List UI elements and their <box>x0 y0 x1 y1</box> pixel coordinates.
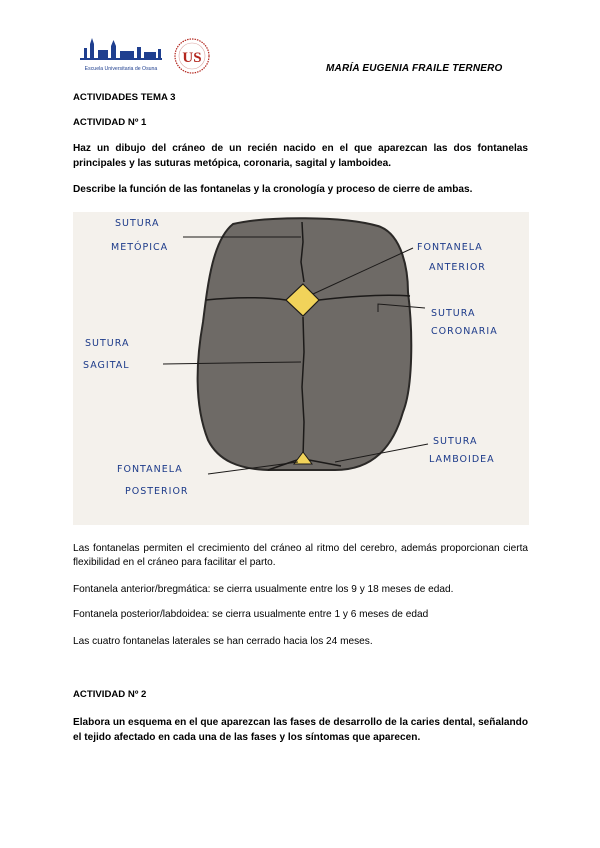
university-seville-logo <box>172 36 212 76</box>
answer-paragraph-2: Fontanela anterior/bregmática: se cierra usualmente entre los 9 y 18 meses de edad. <box>73 584 454 595</box>
label-lambdoid-1: SUTURA <box>433 436 478 447</box>
label-posterior-1: FONTANELA <box>117 464 183 475</box>
label-anterior-2: ANTERIOR <box>429 262 486 273</box>
skull-drawing <box>73 212 529 525</box>
activity2-prompt: Elabora un esquema en el que aparezcan las fases de desarrollo de la caries dental, señalando el tejido afectado en cada una de las fases y los síntomas que aparecen. <box>73 717 528 743</box>
label-coronal-2: CORONARIA <box>431 326 498 337</box>
answer-paragraph-3: Fontanela posterior/labdoidea: se cierra usualmente entre 1 y 6 meses de edad <box>73 609 429 620</box>
page-title: ACTIVIDADES TEMA 3 <box>73 92 176 103</box>
logo-us-text: US <box>182 50 202 66</box>
logo-school-text: Escuela Universitaria de Osuna <box>84 66 158 72</box>
activity1-prompt: Haz un dibujo del cráneo de un recién nacido en el que aparezcan las dos fontanelas principales y las suturas metópica, coronaria, sagital y lamboidea. <box>73 143 528 169</box>
label-metopic-1: SUTURA <box>115 218 160 229</box>
label-coronal-1: SUTURA <box>431 308 476 319</box>
label-sagittal-2: SAGITAL <box>83 360 130 371</box>
label-anterior-1: FONTANELA <box>417 242 483 253</box>
label-lambdoid-2: LAMBOIDEA <box>429 454 495 465</box>
label-metopic-2: METÓPICA <box>111 242 169 253</box>
activity2-heading: ACTIVIDAD Nº 2 <box>73 689 147 700</box>
author-name: MARÍA EUGENIA FRAILE TERNERO <box>326 63 503 74</box>
answer-paragraph-4: Las cuatro fontanelas laterales se han cerrado hacia los 24 meses. <box>73 636 373 647</box>
answer-paragraph-1: Las fontanelas permiten el crecimiento del cráneo al ritmo del cerebro, además proporcionan cierta flexibilidad en el cráneo para facilitar el parto. <box>73 543 528 568</box>
label-sagittal-1: SUTURA <box>85 338 130 349</box>
university-school-logo <box>78 34 164 78</box>
activity1-heading: ACTIVIDAD Nº 1 <box>73 117 147 128</box>
activity1-question: Describe la función de las fontanelas y la cronología y proceso de cierre de ambas. <box>73 184 473 195</box>
label-posterior-2: POSTERIOR <box>125 486 189 497</box>
